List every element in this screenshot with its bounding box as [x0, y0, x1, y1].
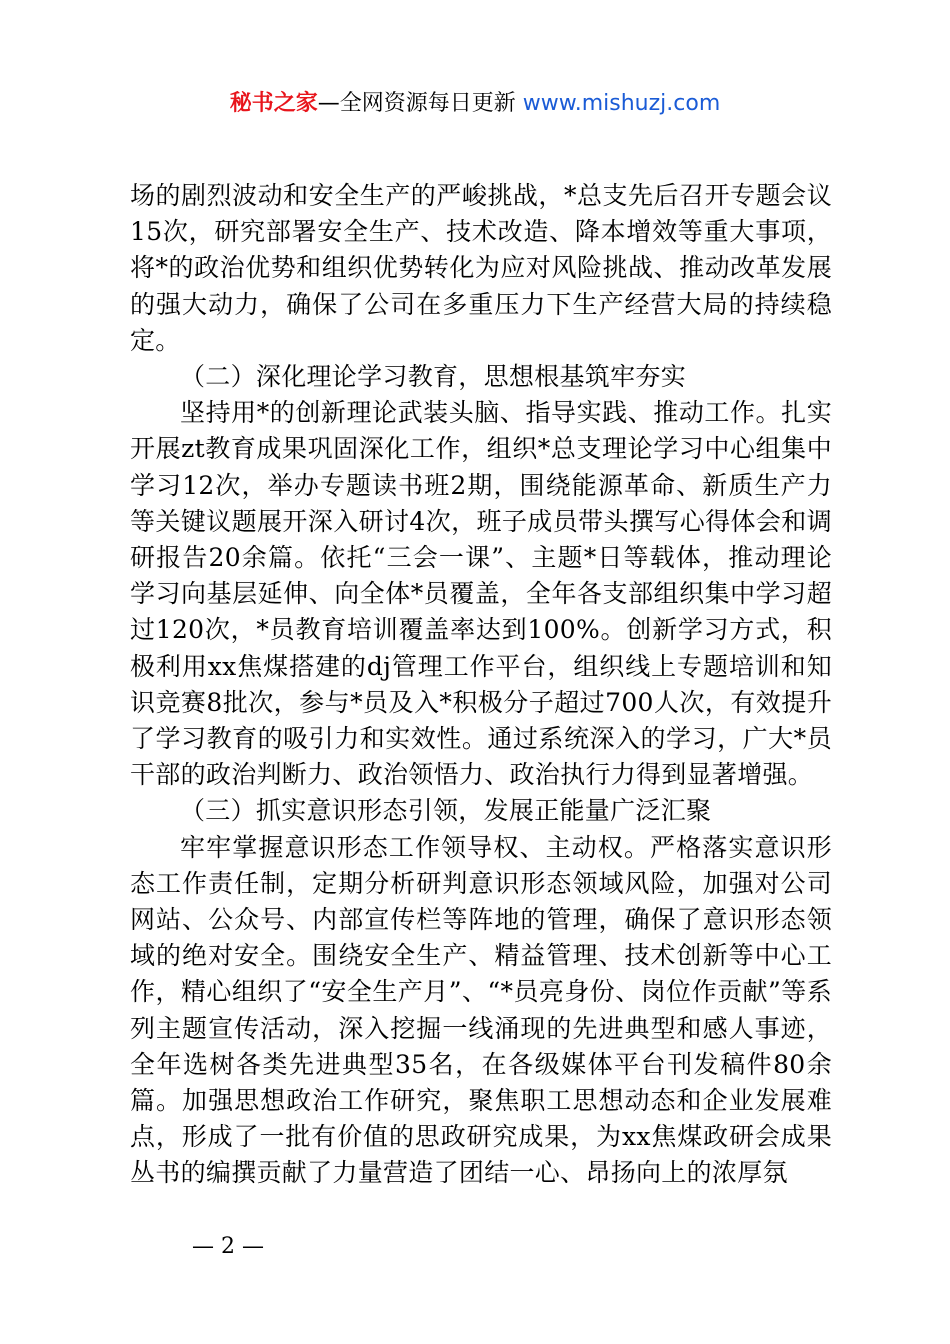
document-body [130, 178, 832, 1192]
site-tagline: —全网资源每日更新 [317, 91, 523, 116]
site-url[interactable]: www.mishuzj.com [522, 91, 721, 116]
site-brand: 秘书之家 [229, 91, 318, 116]
page-number: — 2 — [192, 1234, 264, 1259]
paragraph-ideology: 牢牢掌握意识形态工作领导权、主动权。严格落实意识形态工作责任制，定期分析研判意识形态领域风险，加强对公司网站、公众号、内部宣传栏等阵地的管理，确保了意识形态领域的绝对安全。围绕安全生产、精益管理、技术创新等中心工作，精心组织了“安全生产月”、“*员亮身份、岗位作贡献”等系列主题宣传活动，深入挖掘一线涌现的先进典型和感人事迹，全年选树各类先进典型35名，在各级媒体平台刊发稿件80余篇。加强思想政治工作研究，聚焦职工思想动态和企业发展难点，形成了一批有价值的思政研究成果，为xx焦煤政研会成果丛书的编撰贡献了力量营造了团结一心、昂扬向上的浓厚氛 [130, 832, 832, 1188]
section-heading-3: （三）抓实意识形态引领，发展正能量广泛汇聚 [180, 796, 712, 826]
paragraph-continuation: 场的剧烈波动和安全生产的严峻挑战，*总支先后召开专题会议15次，研究部署安全生产、技术改造、降本增效等重大事项，将*的政治优势和组织优势转化为应对风险挑战、推动改革发展的强大动力，确保了公司在多重压力下生产经营大局的持续稳定。 [130, 181, 832, 355]
paragraph-theory-study: 坚持用*的创新理论武装头脑、指导实践、推动工作。扎实开展zt教育成果巩固深化工作，组织*总支理论学习中心组集中学习12次，举办专题读书班2期，围绕能源革命、新质生产力等关键议题展开深入研讨4次，班子成员带头撰写心得体会和调研报告20余篇。依托“三会一课”、主题*日等载体，推动理论学习向基层延伸、向全体*员覆盖，全年各支部组织集中学习超过120次，*员教育培训覆盖率达到100%。创新学习方式，积极利用xx焦煤搭建的dj管理工作平台，组织线上专题培训和知识竞赛8批次，参与*员及入*积极分子超过700人次，有效提升了学习教育的吸引力和实效性。通过系统深入的学习，广大*员干部的政治判断力、政治领悟力、政治执行力得到显著增强。 [130, 398, 832, 790]
section-heading-2: （二）深化理论学习教育，思想根基筑牢夯实 [180, 362, 687, 392]
site-header [0, 88, 950, 120]
